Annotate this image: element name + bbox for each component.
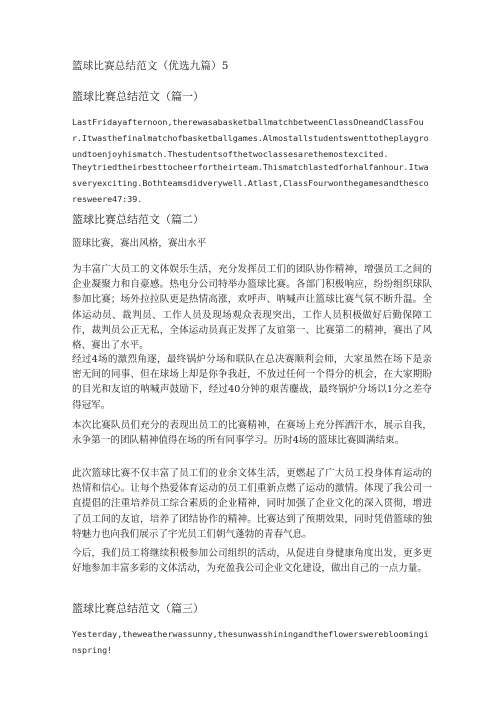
document-title: 篮球比赛总结范文（优选九篇）5 <box>72 60 229 72</box>
paragraph-2-6: 今后，我们员工将继续积极参加公司组织的活动，从促进自身健康角度出发，更多更好地参加丰富多彩的文体活动，为充盈我公司企业文化建设，做出自己的一点力量。 <box>72 548 432 575</box>
section-heading-1: 篮球比赛总结范文（篇一） <box>72 90 204 103</box>
section-heading-3: 篮球比赛总结范文（篇三） <box>72 602 204 615</box>
paragraph-2-2: 为丰富广大员工的文体娱乐生活，充分发挥员工们的团队协作精神，增强员工之间的企业凝聚力和自豪感。热电分公司特举办篮球比赛。各部门积极响应，纷纷组织球队参加比赛；场外拉拉队更是热情高涨，欢呼声、呐喊声让篮球比赛气氛不断升温。全体运动员、裁判员、工作人员及现场观众表现突出，工作人员积极做好后勤保障工作，裁判员公正无私，全体运动员真正发挥了友谊第一、比赛第二的精神，赛出了风格、赛出了水平。 <box>72 264 432 352</box>
paragraph-2-4: 本次比赛队员们充分的表现出员工的比赛精神，在赛场上充分挥洒汗水，展示自我，永争第一的团队精神值得在场的所有同事学习。历时4场的篮球比赛圆满结束。 <box>72 420 432 447</box>
section-heading-2: 篮球比赛总结范文（篇二） <box>72 213 204 226</box>
paragraph-1-2: Theytriedtheirbesttocheerfortheirteam.Thismatchlastedforhalfanhour.Itwasveryexciting.Bothteamsdidverywell.Atlast,ClassFourwonthegamesandthescoresweere47:39. <box>72 162 429 204</box>
paragraph-2-3: 经过4场的激烈角逐，最终锅炉分场和联队在总决赛顺利会师，大家虽然在场下是亲密无间的同事、但在球场上却是你争我赶，不放过任何一个得分的机会，在大家期盼的目光和友谊的呐喊声鼓励下，经过40分钟的艰苦鏖战，最终锅炉分场以1分之差夺得冠军。 <box>72 354 432 411</box>
paragraph-2-1: 篮球比赛，赛出风格，赛出水平 <box>72 238 207 249</box>
paragraph-2-5: 此次篮球比赛不仅丰富了员工们的业余文体生活，更燃起了广大员工投身体育运动的热情和信心。让每个热爱体育运动的员工们重新点燃了运动的激情。体现了我公司一直提倡的注重培养员工综合素质的企业精神，同时加强了企业文化的深入贯彻，增进了员工间的友谊，培养了团结协作的精神。比赛达到了预期效果，同时凭借篮球的独特魅力也向我们展示了宇光员工们朝气蓬勃的青春气息。 <box>72 468 432 540</box>
paragraph-1-1: LastFridayafternoon,therewasabasketballmatchbetweenClassOneandClassFour.Itwasthefinalmatchofbasketballgames.Almostallstudentswenttotheplaygroundtoenjoyhismatch.Thestudentsofthetwoclassesarethemostexcited. <box>72 117 429 159</box>
paragraph-3-1: Yesterday,theweatherwassunny,thesunwasshiningandtheflowerswerebloominginspring! <box>72 629 429 655</box>
